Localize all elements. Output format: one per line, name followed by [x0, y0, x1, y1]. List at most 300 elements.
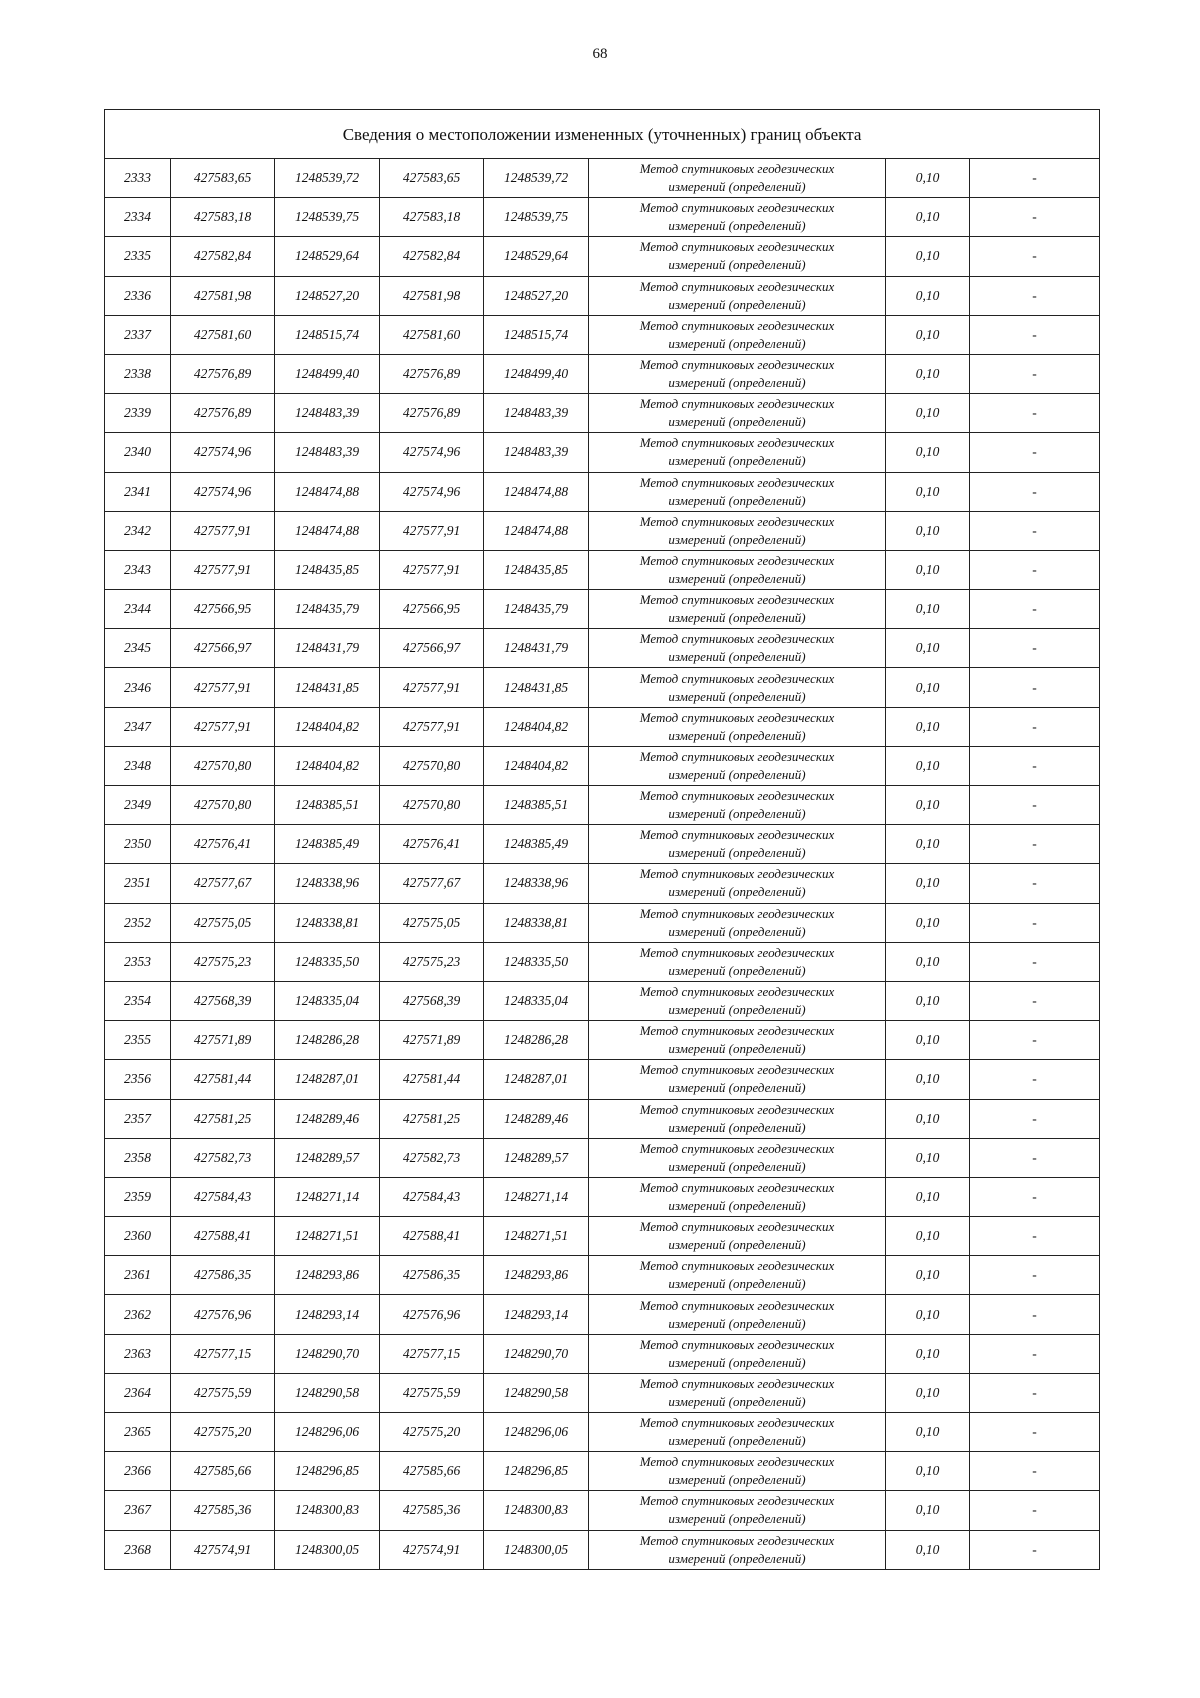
- point-number-cell: 2356: [105, 1060, 171, 1099]
- method-line-1: Метод спутниковых геодезических: [639, 1493, 835, 1509]
- method-line-2: измерений (определений): [668, 766, 806, 782]
- point-number-cell: 2358: [105, 1138, 171, 1177]
- method-line-2: измерений (определений): [668, 1393, 806, 1409]
- existing-x-cell: 427585,36: [171, 1491, 275, 1530]
- point-number-cell: 2350: [105, 825, 171, 864]
- point-number-cell: 2367: [105, 1491, 171, 1530]
- existing-x-cell: 427575,59: [171, 1373, 275, 1412]
- description-cell: -: [970, 629, 1100, 668]
- refined-y-cell: 1248300,05: [484, 1530, 589, 1569]
- point-number-cell: 2354: [105, 981, 171, 1020]
- description-cell: -: [970, 825, 1100, 864]
- method-line-1: Метод спутниковых геодезических: [639, 905, 835, 921]
- existing-x-cell: 427571,89: [171, 1021, 275, 1060]
- refined-x-cell: 427577,91: [380, 511, 484, 550]
- method-line-2: измерений (определений): [668, 453, 806, 469]
- description-cell: -: [970, 668, 1100, 707]
- refined-y-cell: 1248431,79: [484, 629, 589, 668]
- existing-x-cell: 427566,97: [171, 629, 275, 668]
- refined-y-cell: 1248286,28: [484, 1021, 589, 1060]
- existing-x-cell: 427566,95: [171, 590, 275, 629]
- table-row: [105, 550, 1100, 589]
- table-row: [105, 198, 1100, 237]
- table-row: [105, 825, 1100, 864]
- method-line-2: измерений (определений): [668, 1550, 806, 1566]
- refined-y-cell: 1248404,82: [484, 746, 589, 785]
- existing-y-cell: 1248474,88: [275, 511, 380, 550]
- accuracy-cell: 0,10: [886, 237, 970, 276]
- table-row: [105, 1060, 1100, 1099]
- table-row: [105, 903, 1100, 942]
- method-line-1: Метод спутниковых геодезических: [639, 513, 835, 529]
- table-row: [105, 354, 1100, 393]
- refined-y-cell: 1248499,40: [484, 354, 589, 393]
- method-line-2: измерений (определений): [668, 923, 806, 939]
- existing-x-cell: 427585,66: [171, 1452, 275, 1491]
- accuracy-cell: 0,10: [886, 1099, 970, 1138]
- refined-y-cell: 1248289,57: [484, 1138, 589, 1177]
- method-line-2: измерений (определений): [668, 1197, 806, 1213]
- accuracy-cell: 0,10: [886, 1413, 970, 1452]
- existing-y-cell: 1248289,57: [275, 1138, 380, 1177]
- existing-y-cell: 1248338,96: [275, 864, 380, 903]
- existing-y-cell: 1248290,58: [275, 1373, 380, 1412]
- table-row: [105, 942, 1100, 981]
- accuracy-cell: 0,10: [886, 629, 970, 668]
- existing-x-cell: 427581,25: [171, 1099, 275, 1138]
- existing-y-cell: 1248385,51: [275, 786, 380, 825]
- point-number-cell: 2334: [105, 198, 171, 237]
- existing-y-cell: 1248271,14: [275, 1177, 380, 1216]
- existing-x-cell: 427576,89: [171, 394, 275, 433]
- refined-x-cell: 427570,80: [380, 786, 484, 825]
- method-cell: [589, 746, 886, 785]
- method-line-1: Метод спутниковых геодезических: [639, 984, 835, 1000]
- boundary-coordinates-table: [104, 109, 1100, 1570]
- method-cell: [589, 1295, 886, 1334]
- table-row: [105, 1021, 1100, 1060]
- method-cell: [589, 1452, 886, 1491]
- existing-y-cell: 1248515,74: [275, 315, 380, 354]
- existing-x-cell: 427575,20: [171, 1413, 275, 1452]
- table-row: [105, 629, 1100, 668]
- point-number-cell: 2345: [105, 629, 171, 668]
- description-cell: -: [970, 1217, 1100, 1256]
- accuracy-cell: 0,10: [886, 981, 970, 1020]
- accuracy-cell: 0,10: [886, 903, 970, 942]
- existing-x-cell: 427574,91: [171, 1530, 275, 1569]
- method-cell: [589, 668, 886, 707]
- method-cell: [589, 1530, 886, 1569]
- refined-y-cell: 1248404,82: [484, 707, 589, 746]
- point-number-cell: 2333: [105, 159, 171, 198]
- method-line-1: Метод спутниковых геодезических: [639, 944, 835, 960]
- refined-x-cell: 427581,60: [380, 315, 484, 354]
- table-row: [105, 1373, 1100, 1412]
- table-row: [105, 1530, 1100, 1569]
- refined-x-cell: 427571,89: [380, 1021, 484, 1060]
- refined-x-cell: 427568,39: [380, 981, 484, 1020]
- description-cell: -: [970, 315, 1100, 354]
- method-line-2: измерений (определений): [668, 845, 806, 861]
- existing-x-cell: 427583,65: [171, 159, 275, 198]
- table-row: [105, 511, 1100, 550]
- refined-x-cell: 427574,96: [380, 472, 484, 511]
- method-cell: [589, 629, 886, 668]
- existing-x-cell: 427581,60: [171, 315, 275, 354]
- refined-x-cell: 427575,20: [380, 1413, 484, 1452]
- method-line-1: Метод спутниковых геодезических: [639, 866, 835, 882]
- refined-y-cell: 1248290,58: [484, 1373, 589, 1412]
- method-cell: [589, 550, 886, 589]
- table-row: [105, 1256, 1100, 1295]
- method-line-2: измерений (определений): [668, 1472, 806, 1488]
- refined-x-cell: 427577,91: [380, 707, 484, 746]
- method-line-2: измерений (определений): [668, 884, 806, 900]
- point-number-cell: 2343: [105, 550, 171, 589]
- method-line-1: Метод спутниковых геодезических: [639, 239, 835, 255]
- refined-y-cell: 1248293,14: [484, 1295, 589, 1334]
- point-number-cell: 2366: [105, 1452, 171, 1491]
- refined-x-cell: 427586,35: [380, 1256, 484, 1295]
- refined-x-cell: 427577,15: [380, 1334, 484, 1373]
- method-line-2: измерений (определений): [668, 1041, 806, 1057]
- existing-y-cell: 1248431,85: [275, 668, 380, 707]
- refined-y-cell: 1248431,85: [484, 668, 589, 707]
- existing-y-cell: 1248474,88: [275, 472, 380, 511]
- point-number-cell: 2335: [105, 237, 171, 276]
- method-line-2: измерений (определений): [668, 218, 806, 234]
- existing-x-cell: 427581,98: [171, 276, 275, 315]
- method-line-1: Метод спутниковых геодезических: [639, 631, 835, 647]
- table-row: [105, 159, 1100, 198]
- table-row: [105, 394, 1100, 433]
- method-cell: [589, 315, 886, 354]
- refined-y-cell: 1248515,74: [484, 315, 589, 354]
- table-row: [105, 1413, 1100, 1452]
- refined-x-cell: 427576,41: [380, 825, 484, 864]
- existing-x-cell: 427575,23: [171, 942, 275, 981]
- description-cell: -: [970, 1413, 1100, 1452]
- description-cell: -: [970, 942, 1100, 981]
- existing-y-cell: 1248338,81: [275, 903, 380, 942]
- refined-y-cell: 1248539,72: [484, 159, 589, 198]
- existing-y-cell: 1248431,79: [275, 629, 380, 668]
- point-number-cell: 2342: [105, 511, 171, 550]
- refined-x-cell: 427577,91: [380, 550, 484, 589]
- method-line-2: измерений (определений): [668, 1511, 806, 1527]
- method-line-1: Метод спутниковых геодезических: [639, 357, 835, 373]
- existing-x-cell: 427575,05: [171, 903, 275, 942]
- accuracy-cell: 0,10: [886, 590, 970, 629]
- table-row: [105, 1099, 1100, 1138]
- description-cell: -: [970, 159, 1100, 198]
- refined-y-cell: 1248539,75: [484, 198, 589, 237]
- existing-x-cell: 427582,84: [171, 237, 275, 276]
- table-row: [105, 1452, 1100, 1491]
- method-line-1: Метод спутниковых геодезических: [639, 592, 835, 608]
- method-line-1: Метод спутниковых геодезических: [639, 396, 835, 412]
- point-number-cell: 2351: [105, 864, 171, 903]
- refined-y-cell: 1248435,85: [484, 550, 589, 589]
- description-cell: -: [970, 1177, 1100, 1216]
- existing-y-cell: 1248404,82: [275, 746, 380, 785]
- accuracy-cell: 0,10: [886, 315, 970, 354]
- refined-x-cell: 427582,73: [380, 1138, 484, 1177]
- method-line-1: Метод спутниковых геодезических: [639, 709, 835, 725]
- existing-x-cell: 427576,41: [171, 825, 275, 864]
- description-cell: -: [970, 707, 1100, 746]
- existing-x-cell: 427570,80: [171, 786, 275, 825]
- accuracy-cell: 0,10: [886, 707, 970, 746]
- existing-y-cell: 1248296,85: [275, 1452, 380, 1491]
- method-cell: [589, 1021, 886, 1060]
- refined-x-cell: 427576,89: [380, 354, 484, 393]
- method-line-1: Метод спутниковых геодезических: [639, 670, 835, 686]
- method-line-1: Метод спутниковых геодезических: [639, 1140, 835, 1156]
- method-line-2: измерений (определений): [668, 727, 806, 743]
- point-number-cell: 2338: [105, 354, 171, 393]
- accuracy-cell: 0,10: [886, 825, 970, 864]
- method-cell: [589, 590, 886, 629]
- existing-x-cell: 427574,96: [171, 433, 275, 472]
- existing-y-cell: 1248483,39: [275, 433, 380, 472]
- method-cell: [589, 472, 886, 511]
- page-number: 68: [592, 46, 608, 62]
- method-cell: [589, 159, 886, 198]
- method-line-2: измерений (определений): [668, 570, 806, 586]
- method-line-1: Метод спутниковых геодезических: [639, 1297, 835, 1313]
- method-line-2: измерений (определений): [668, 1433, 806, 1449]
- refined-y-cell: 1248338,96: [484, 864, 589, 903]
- method-cell: [589, 1177, 886, 1216]
- existing-x-cell: 427577,91: [171, 707, 275, 746]
- existing-y-cell: 1248289,46: [275, 1099, 380, 1138]
- accuracy-cell: 0,10: [886, 550, 970, 589]
- existing-y-cell: 1248435,79: [275, 590, 380, 629]
- method-line-1: Метод спутниковых геодезических: [639, 1219, 835, 1235]
- table-row: [105, 433, 1100, 472]
- refined-x-cell: 427576,89: [380, 394, 484, 433]
- refined-x-cell: 427581,25: [380, 1099, 484, 1138]
- table-row: [105, 1295, 1100, 1334]
- description-cell: -: [970, 1060, 1100, 1099]
- method-line-2: измерений (определений): [668, 1276, 806, 1292]
- refined-y-cell: 1248290,70: [484, 1334, 589, 1373]
- method-line-1: Метод спутниковых геодезических: [639, 435, 835, 451]
- description-cell: -: [970, 1295, 1100, 1334]
- refined-y-cell: 1248338,81: [484, 903, 589, 942]
- refined-x-cell: 427585,36: [380, 1491, 484, 1530]
- point-number-cell: 2353: [105, 942, 171, 981]
- accuracy-cell: 0,10: [886, 433, 970, 472]
- method-line-1: Метод спутниковых геодезических: [639, 200, 835, 216]
- method-cell: [589, 1413, 886, 1452]
- point-number-cell: 2365: [105, 1413, 171, 1452]
- refined-x-cell: 427570,80: [380, 746, 484, 785]
- existing-x-cell: 427568,39: [171, 981, 275, 1020]
- existing-x-cell: 427583,18: [171, 198, 275, 237]
- accuracy-cell: 0,10: [886, 394, 970, 433]
- refined-y-cell: 1248385,51: [484, 786, 589, 825]
- existing-x-cell: 427577,91: [171, 550, 275, 589]
- existing-x-cell: 427577,91: [171, 668, 275, 707]
- accuracy-cell: 0,10: [886, 1060, 970, 1099]
- method-cell: [589, 511, 886, 550]
- refined-y-cell: 1248483,39: [484, 394, 589, 433]
- method-line-1: Метод спутниковых геодезических: [639, 1415, 835, 1431]
- refined-x-cell: 427575,59: [380, 1373, 484, 1412]
- accuracy-cell: 0,10: [886, 276, 970, 315]
- refined-y-cell: 1248435,79: [484, 590, 589, 629]
- description-cell: -: [970, 1099, 1100, 1138]
- description-cell: -: [970, 786, 1100, 825]
- method-line-2: измерений (определений): [668, 649, 806, 665]
- refined-y-cell: 1248300,83: [484, 1491, 589, 1530]
- accuracy-cell: 0,10: [886, 1138, 970, 1177]
- existing-x-cell: 427581,44: [171, 1060, 275, 1099]
- method-line-1: Метод спутниковых геодезических: [639, 748, 835, 764]
- point-number-cell: 2368: [105, 1530, 171, 1569]
- description-cell: -: [970, 1256, 1100, 1295]
- method-cell: [589, 1217, 886, 1256]
- accuracy-cell: 0,10: [886, 1256, 970, 1295]
- method-cell: [589, 1099, 886, 1138]
- method-cell: [589, 981, 886, 1020]
- point-number-cell: 2364: [105, 1373, 171, 1412]
- method-line-2: измерений (определений): [668, 296, 806, 312]
- method-cell: [589, 354, 886, 393]
- existing-y-cell: 1248286,28: [275, 1021, 380, 1060]
- method-line-2: измерений (определений): [668, 1119, 806, 1135]
- table-title: Сведения о местоположении измененных (уточненных) границ объекта: [105, 110, 1100, 159]
- description-cell: -: [970, 433, 1100, 472]
- refined-x-cell: 427588,41: [380, 1217, 484, 1256]
- method-line-2: измерений (определений): [668, 1315, 806, 1331]
- existing-y-cell: 1248287,01: [275, 1060, 380, 1099]
- method-line-2: измерений (определений): [668, 375, 806, 391]
- description-cell: -: [970, 550, 1100, 589]
- method-cell: [589, 786, 886, 825]
- method-line-2: измерений (определений): [668, 806, 806, 822]
- point-number-cell: 2347: [105, 707, 171, 746]
- accuracy-cell: 0,10: [886, 1530, 970, 1569]
- description-cell: -: [970, 354, 1100, 393]
- method-cell: [589, 1060, 886, 1099]
- refined-y-cell: 1248474,88: [484, 472, 589, 511]
- table-row: [105, 981, 1100, 1020]
- method-cell: [589, 1373, 886, 1412]
- description-cell: -: [970, 1373, 1100, 1412]
- refined-x-cell: 427566,97: [380, 629, 484, 668]
- existing-x-cell: 427576,89: [171, 354, 275, 393]
- method-line-1: Метод спутниковых геодезических: [639, 1179, 835, 1195]
- refined-y-cell: 1248385,49: [484, 825, 589, 864]
- accuracy-cell: 0,10: [886, 668, 970, 707]
- existing-y-cell: 1248539,72: [275, 159, 380, 198]
- refined-y-cell: 1248296,85: [484, 1452, 589, 1491]
- method-cell: [589, 394, 886, 433]
- existing-y-cell: 1248290,70: [275, 1334, 380, 1373]
- existing-x-cell: 427577,91: [171, 511, 275, 550]
- description-cell: -: [970, 276, 1100, 315]
- description-cell: -: [970, 590, 1100, 629]
- point-number-cell: 2349: [105, 786, 171, 825]
- method-line-2: измерений (определений): [668, 1354, 806, 1370]
- accuracy-cell: 0,10: [886, 1373, 970, 1412]
- refined-x-cell: 427581,44: [380, 1060, 484, 1099]
- accuracy-cell: 0,10: [886, 198, 970, 237]
- method-line-1: Метод спутниковых геодезических: [639, 474, 835, 490]
- existing-x-cell: 427588,41: [171, 1217, 275, 1256]
- existing-x-cell: 427582,73: [171, 1138, 275, 1177]
- accuracy-cell: 0,10: [886, 1491, 970, 1530]
- accuracy-cell: 0,10: [886, 1295, 970, 1334]
- method-line-2: измерений (определений): [668, 610, 806, 626]
- method-line-2: измерений (определений): [668, 1080, 806, 1096]
- accuracy-cell: 0,10: [886, 746, 970, 785]
- table-row: [105, 276, 1100, 315]
- description-cell: -: [970, 981, 1100, 1020]
- method-cell: [589, 198, 886, 237]
- existing-y-cell: 1248529,64: [275, 237, 380, 276]
- method-cell: [589, 942, 886, 981]
- point-number-cell: 2355: [105, 1021, 171, 1060]
- accuracy-cell: 0,10: [886, 1021, 970, 1060]
- point-number-cell: 2344: [105, 590, 171, 629]
- refined-y-cell: 1248483,39: [484, 433, 589, 472]
- method-line-1: Метод спутниковых геодезических: [639, 788, 835, 804]
- method-line-2: измерений (определений): [668, 1237, 806, 1253]
- method-line-1: Метод спутниковых геодезических: [639, 552, 835, 568]
- table-row: [105, 1491, 1100, 1530]
- description-cell: -: [970, 394, 1100, 433]
- existing-y-cell: 1248483,39: [275, 394, 380, 433]
- accuracy-cell: 0,10: [886, 1452, 970, 1491]
- existing-x-cell: 427584,43: [171, 1177, 275, 1216]
- table-row: [105, 668, 1100, 707]
- method-line-2: измерений (определений): [668, 257, 806, 273]
- method-cell: [589, 237, 886, 276]
- refined-y-cell: 1248474,88: [484, 511, 589, 550]
- method-line-2: измерений (определений): [668, 179, 806, 195]
- description-cell: -: [970, 903, 1100, 942]
- description-cell: -: [970, 1021, 1100, 1060]
- existing-y-cell: 1248300,05: [275, 1530, 380, 1569]
- method-line-2: измерений (определений): [668, 1158, 806, 1174]
- table-row: [105, 1334, 1100, 1373]
- existing-y-cell: 1248539,75: [275, 198, 380, 237]
- accuracy-cell: 0,10: [886, 159, 970, 198]
- accuracy-cell: 0,10: [886, 942, 970, 981]
- refined-x-cell: 427575,23: [380, 942, 484, 981]
- method-cell: [589, 825, 886, 864]
- refined-y-cell: 1248293,86: [484, 1256, 589, 1295]
- table-body: [105, 159, 1100, 1570]
- existing-y-cell: 1248293,14: [275, 1295, 380, 1334]
- description-cell: -: [970, 746, 1100, 785]
- refined-y-cell: 1248271,14: [484, 1177, 589, 1216]
- existing-x-cell: 427574,96: [171, 472, 275, 511]
- existing-y-cell: 1248527,20: [275, 276, 380, 315]
- description-cell: -: [970, 1491, 1100, 1530]
- refined-x-cell: 427576,96: [380, 1295, 484, 1334]
- description-cell: -: [970, 1334, 1100, 1373]
- accuracy-cell: 0,10: [886, 472, 970, 511]
- table-row: [105, 472, 1100, 511]
- table-row: [105, 864, 1100, 903]
- existing-y-cell: 1248271,51: [275, 1217, 380, 1256]
